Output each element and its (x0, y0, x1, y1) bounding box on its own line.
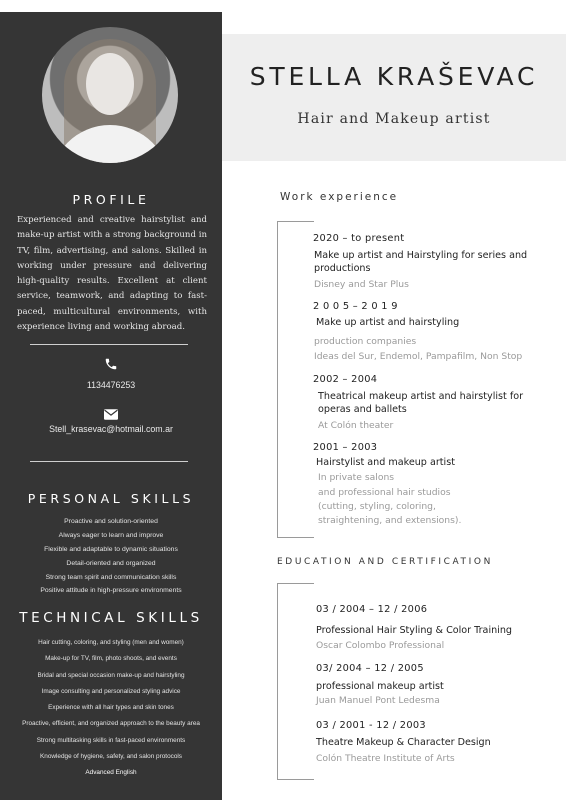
work-detail: At Colón theater (318, 420, 394, 431)
education-institution: Oscar Colombo Professional (316, 640, 445, 651)
list-item: Experience with all hair types and skin tones (48, 704, 174, 712)
list-item: Positive attitude in high-pressure environments (40, 587, 182, 595)
list-item: Strong multitasking skills in fast-paced environments (36, 736, 186, 744)
education-date: 03 / 2004 – 12 / 2006 (316, 604, 428, 615)
work-role: productions (314, 263, 371, 274)
technical-skills-heading: TECHNICAL SKILLS (19, 610, 203, 626)
work-experience-heading: Work experience (280, 191, 399, 203)
education-course: professional makeup artist (316, 681, 444, 692)
work-role: Make up artist and hairstyling (316, 317, 460, 328)
list-item: Bridal and special occasion make-up and hairstyling (37, 671, 185, 679)
header-band (222, 34, 566, 161)
email-address[interactable]: Stell_krasevac@hotmail.com.ar (49, 424, 173, 434)
work-role: Theatrical makeup artist and hairstylist for (318, 391, 524, 402)
work-role: operas and ballets (318, 404, 407, 415)
job-title: Hair and Makeup artist (297, 111, 491, 127)
education-date: 03 / 2001 - 12 / 2003 (316, 720, 426, 731)
profile-heading: PROFILE (72, 192, 150, 207)
sidebar (0, 12, 222, 800)
technical-skills-list (0, 635, 222, 782)
list-item: Always eager to learn and improve (58, 531, 164, 539)
phone-icon (0, 356, 222, 375)
envelope-icon (0, 405, 222, 424)
work-date: 2001 – 2003 (313, 442, 378, 453)
list-item: Image consulting and personalized styling advice (41, 687, 181, 695)
list-item: Strong team spirit and communication skills (45, 573, 177, 581)
education-course: Professional Hair Styling & Color Training (316, 625, 513, 636)
work-detail: Disney and Star Plus (314, 279, 409, 290)
education-institution: Juan Manuel Pont Ledesma (316, 695, 440, 706)
education-institution: Colón Theatre Institute of Arts (316, 753, 455, 764)
divider (30, 344, 188, 345)
work-date: 2 0 0 5 – 2 0 1 9 (313, 301, 398, 312)
list-item: Make-up for TV, film, photo shoots, and events (45, 655, 177, 663)
timeline-bracket (277, 221, 314, 538)
work-detail: production companies (314, 336, 417, 347)
education-date: 03/ 2004 – 12 / 2005 (316, 663, 424, 674)
list-item: Proactive, efficient, and organized approach to the beauty area (22, 720, 200, 728)
work-detail: Ideas del Sur, Endemol, Pampafilm, Non Stop (314, 351, 523, 362)
work-role: Hairstylist and makeup artist (316, 457, 455, 468)
personal-skills-list (0, 515, 222, 598)
list-item: Flexible and adaptable to dynamic situations (44, 545, 178, 553)
timeline-bracket (277, 583, 314, 780)
phone-number[interactable]: 1134476253 (86, 380, 136, 390)
list-item: Knowledge of hygiene, safety, and salon protocols (40, 753, 182, 761)
education-course: Theatre Makeup & Character Design (316, 737, 491, 748)
list-item: Proactive and solution-oriented (64, 518, 158, 525)
work-detail: straightening, and extensions). (318, 515, 462, 526)
work-detail: In private salons (318, 472, 395, 483)
work-date: 2020 – to present (313, 233, 405, 244)
work-role: Make up artist and Hairstyling for series and (314, 250, 528, 261)
person-name: STELLA KRAŠEVAC (249, 62, 539, 91)
list-item: Detail-oriented and organized (66, 559, 156, 567)
profile-photo (42, 27, 178, 163)
divider (30, 461, 188, 462)
work-detail: (cutting, styling, coloring, (318, 501, 436, 512)
education-heading: EDUCATION AND CERTIFICATION (277, 557, 493, 567)
profile-text: Experienced and creative hairstylist and make-up artist with a strong background in TV, film, advertising, and salons. Skilled in working under pressure and delivering high-quality results. Excellent at client service, teamwork, and adapting to fast-paced, multicultural environments, with experience living and working abroad. (17, 215, 207, 333)
list-item: Advanced English (85, 769, 137, 777)
personal-skills-heading: PERSONAL SKILLS (27, 491, 195, 506)
work-date: 2002 – 2004 (313, 374, 378, 385)
work-detail: and professional hair studios (318, 487, 451, 498)
list-item: Hair cutting, coloring, and styling (men and women) (38, 639, 184, 646)
